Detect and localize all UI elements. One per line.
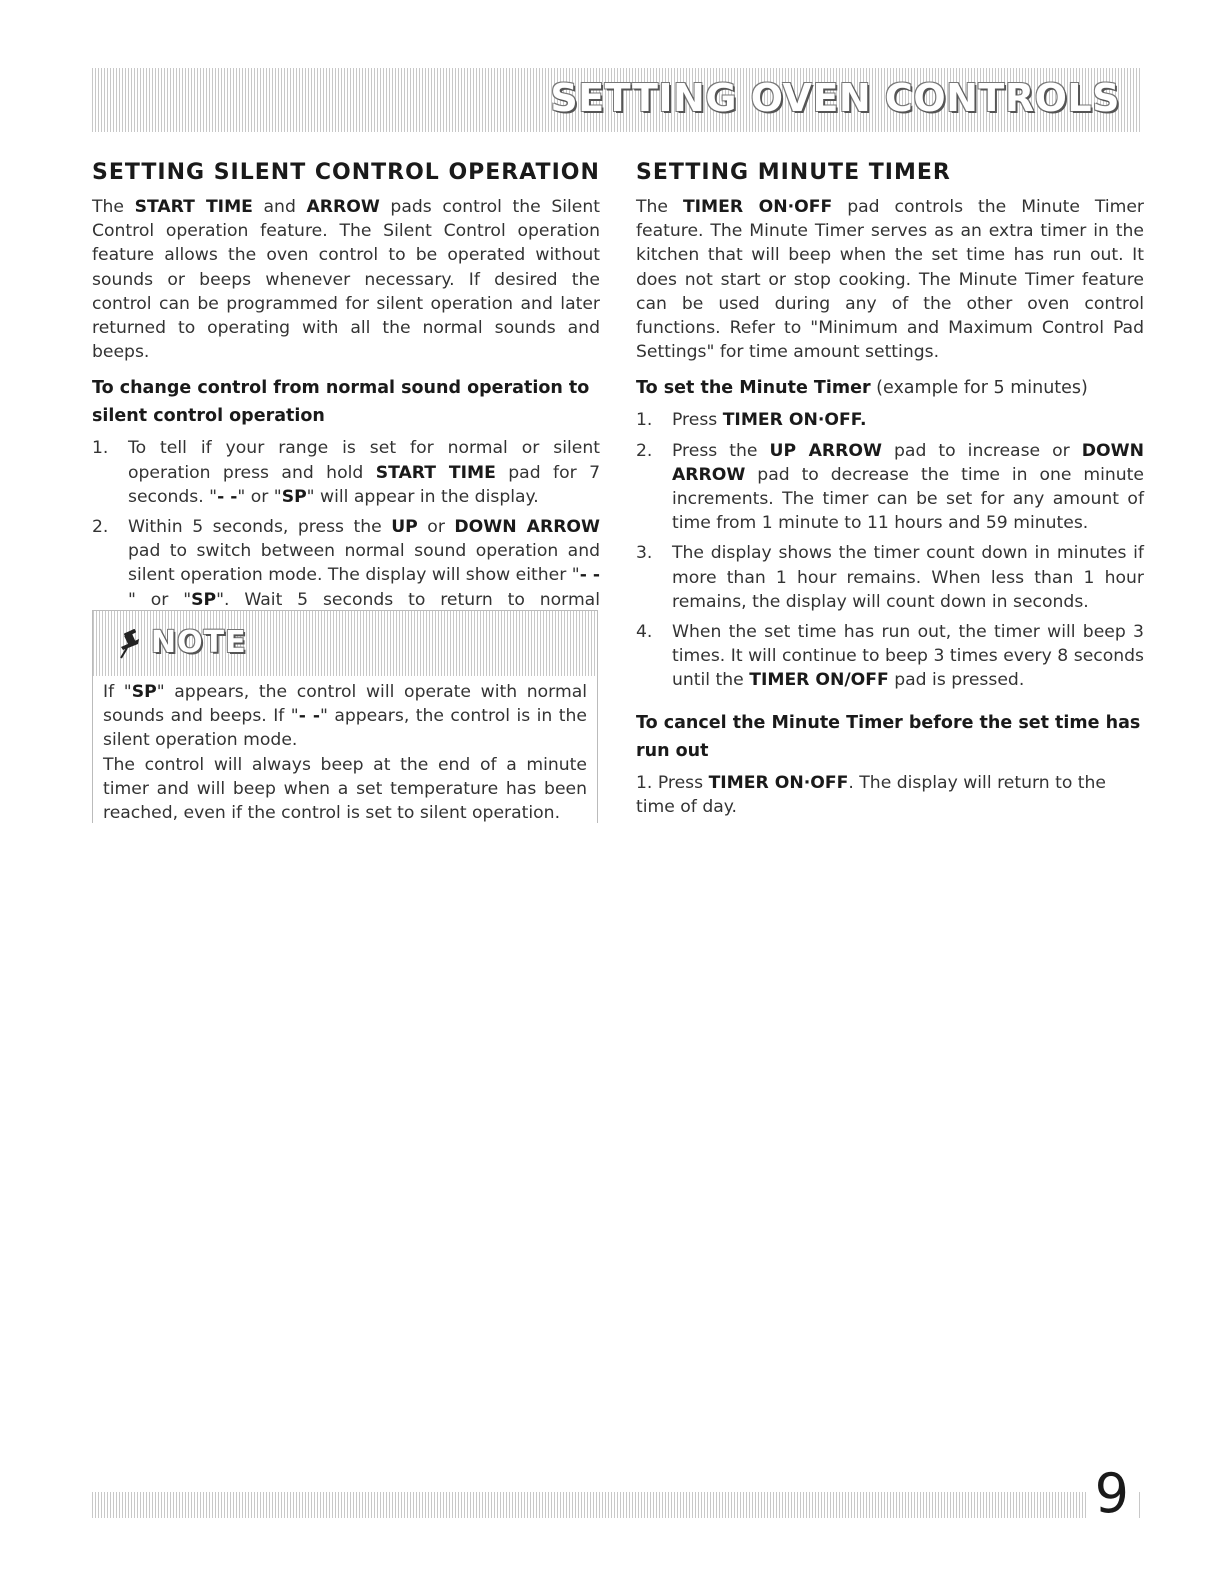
list-item [636, 541, 1144, 614]
section-heading-silent-control: SETTING SILENT CONTROL OPERATION [92, 160, 600, 185]
bold-text: TIMER ON·OFF [708, 772, 849, 793]
step-text [672, 439, 1144, 536]
text-run: and [252, 197, 307, 217]
step-number: 1. [636, 410, 653, 431]
bold-text: UP [391, 517, 418, 538]
note-paragraph-2: The control will always beep at the end of a minute timer and will beep when a set temperature has been reached, even if the control is set to silent operation. [103, 754, 587, 824]
bold-text: START TIME [134, 197, 253, 217]
subheading-bold: To set the Minute Timer [636, 378, 871, 399]
footer-band [92, 1492, 1142, 1518]
text-run: " appears, the control is in the silent operation mode. [103, 706, 587, 751]
subheading-example: (example for 5 minutes) [870, 378, 1088, 399]
text-run: pad to switch between normal sound operation and silent operation mode. The display will show either " [128, 541, 600, 586]
note-label: NOTE [151, 625, 247, 660]
text-run: The [636, 197, 683, 217]
list-item [636, 408, 1144, 432]
cancel-step [636, 771, 1144, 819]
text-run: " or " [237, 486, 282, 507]
step-number: 2. [92, 517, 109, 538]
bold-text: SP [281, 486, 307, 507]
step-number: 1. [92, 438, 109, 459]
right-column [636, 160, 1144, 819]
text-run: If " [103, 682, 132, 702]
subheading-set-minute-timer [636, 374, 1144, 402]
text-run: ". Wait 5 seconds to return to normal [216, 589, 600, 610]
left-column [92, 160, 600, 642]
header-band [92, 68, 1142, 132]
bold-text: SP [191, 589, 217, 610]
note-box [92, 610, 598, 823]
bold-text: START TIME [375, 462, 496, 483]
text-run: pads control the Silent Control operation feature. The Silent Control operation feature allows the oven control to be operated without sounds or beeps whenever necessary. If desired the control can be programmed for silent operation and later returned to operating with all the normal sounds and beeps. [92, 197, 600, 363]
bold-text: - - [298, 706, 320, 727]
bold-text: DOWN ARROW [672, 440, 1144, 485]
text-run: or [417, 517, 455, 538]
step-number: 4. [636, 622, 653, 643]
text-run: " or " [128, 589, 192, 610]
step-text [672, 541, 1144, 614]
bold-text: SP [131, 682, 157, 702]
text-run: pad controls the Minute Timer feature. The Minute Timer serves as an extra timer in the kitchen that will beep when the set time has run out. It does not start or stop cooking. The Minute Timer feature can be used during any of the other oven control functions. Refer to "Minimum and Maximum Control Pad Settings" for time amount settings. [636, 197, 1144, 363]
step-number: 2. [636, 440, 653, 461]
silent-control-intro [92, 195, 600, 364]
text-run: pad for 7 seconds. " [128, 462, 601, 507]
subheading-cancel-timer: To cancel the Minute Timer before the set time has run out [636, 712, 1141, 761]
text-run: pad is pressed. [888, 670, 1025, 691]
text-run: pad to decrease the time in one minute increments. The timer can be set for any amount of time from 1 minute to 11 hours and 59 minutes. [672, 464, 1144, 534]
note-paragraph-1 [103, 680, 587, 753]
text-run: . The display will return to the time of day. [636, 772, 1107, 817]
text-run: Press the [672, 440, 770, 461]
bold-text: TIMER ON·OFF. [722, 410, 867, 431]
text-run: pad to increase or [881, 440, 1082, 461]
list-item [92, 436, 600, 509]
timer-steps-list [636, 408, 1144, 692]
bold-text: DOWN ARROW [454, 517, 601, 538]
minute-timer-intro [636, 195, 1144, 364]
text-run: The [92, 197, 135, 217]
bold-text: ARROW [306, 197, 380, 217]
section-heading-minute-timer: SETTING MINUTE TIMER [636, 160, 951, 185]
text-run: " appears, the control will operate with normal sounds and beeps. If " [103, 682, 587, 727]
step-text [128, 436, 600, 509]
text-run: When the set time has run out, the timer will beep 3 times. It will continue to beep 3 times every 8 seconds until the [672, 622, 1144, 691]
step-text [672, 408, 1144, 432]
note-body [93, 676, 597, 825]
text-run: Press [672, 410, 723, 431]
bold-text: TIMER ON/OFF [749, 670, 889, 691]
note-header [93, 611, 597, 676]
page-number: 9 [1087, 1463, 1137, 1525]
text-run: " will appear in the display. [306, 486, 539, 507]
silent-steps-list [92, 436, 600, 636]
text-run: The display shows the timer count down in minutes if more than 1 hour remains. When less than 1 hour remains, the display will count down in seconds. [672, 543, 1144, 612]
text-run: Within 5 seconds, press the [128, 517, 392, 538]
list-item [636, 620, 1144, 693]
step-text [672, 620, 1144, 693]
step-number: 3. [636, 543, 653, 564]
list-item [636, 439, 1144, 536]
bold-text: - - [579, 565, 600, 586]
bold-text: - - [217, 486, 238, 507]
text-run: To tell if your range is set for normal or silent operation press and hold [128, 438, 600, 483]
text-run: 1. Press [636, 772, 709, 793]
page-title: SETTING OVEN CONTROLS [550, 76, 1120, 120]
pushpin-icon [117, 629, 143, 659]
bold-text: TIMER ON·OFF [682, 197, 833, 217]
subheading-change-to-silent: To change control from normal sound operation to silent control operation [92, 378, 590, 427]
bold-text: UP ARROW [769, 440, 882, 461]
